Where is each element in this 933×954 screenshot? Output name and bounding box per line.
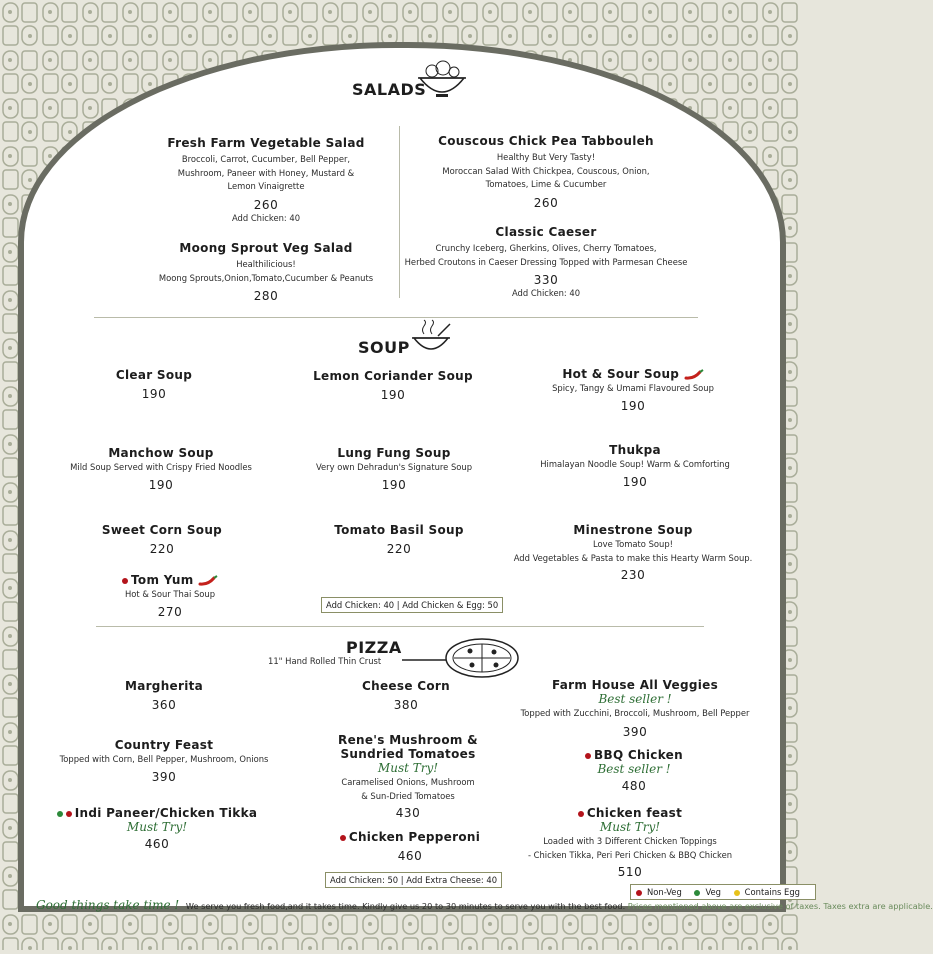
section-divider [96, 626, 704, 627]
item-name: Thukpa [609, 443, 661, 457]
item-desc: Spicy, Tangy & Umami Flavoured Soup [552, 383, 714, 393]
chili-icon [684, 369, 704, 380]
menu-item-bbq-chicken [556, 748, 712, 793]
item-name: Indi Paneer/Chicken Tikka [52, 806, 262, 820]
item-price: 360 [151, 698, 177, 712]
item-name: Chicken Pepperoni [330, 830, 490, 844]
item-name: Fresh Farm Vegetable Salad [167, 136, 365, 150]
item-name: Margherita [124, 679, 204, 693]
item-name: Moong Sprout Veg Salad [179, 241, 353, 255]
item-price: 230 [620, 568, 646, 583]
menu-item-hot-sour-soup [522, 367, 744, 413]
item-name: Minestrone Soup [573, 523, 693, 537]
item-desc: Healthilicious! Moong Sprouts,Onion,Tomato,Cucumber & Peanuts [158, 259, 374, 283]
item-name: Tom Yum [90, 573, 250, 587]
legend-veg: Veg [694, 887, 726, 897]
item-price: 190 [380, 388, 406, 402]
pizza-icon [398, 636, 522, 680]
menu-item-thukpa [530, 443, 740, 489]
menu-item-couscous-tabbouleh [390, 134, 702, 210]
item-desc: Very own Dehradun's Signature Soup [315, 462, 473, 472]
item-desc: Broccoli, Carrot, Cucumber, Bell Pepper, Mushroom, Paneer with Honey, Mustard & Lemon Vinaigrette [177, 154, 355, 192]
nonveg-dot [122, 578, 128, 584]
menu-item-chicken-pepperoni [330, 830, 490, 863]
item-addon: Add Chicken: 40 [231, 212, 301, 223]
item-name: Lung Fung Soup [337, 446, 451, 460]
menu-item-indi-paneer-chicken-tikka [52, 806, 262, 851]
footer-text: We serve you fresh food,and it takes time. Kindly give us 20 to 30 minutes to serve you with the best food. [185, 901, 626, 911]
item-price: 220 [386, 542, 412, 556]
item-addon: Add Chicken: 40 [511, 288, 581, 299]
item-price: 390 [151, 769, 177, 784]
section-title-soup: SOUP [358, 338, 410, 357]
item-name: Couscous Chick Pea Tabbouleh [438, 134, 654, 148]
item-price: 190 [620, 398, 646, 413]
item-desc: Caramelised Onions, Mushroom & Sun-Dried Tomatoes [341, 777, 475, 801]
must-try-tag: Must Try! [377, 761, 439, 775]
menu-item-moong-sprout-salad [96, 241, 436, 303]
menu-item-minestrone-soup [510, 523, 756, 582]
nonveg-dot [578, 811, 584, 817]
item-price: 190 [622, 474, 648, 489]
item-name: Farm House All Veggies [551, 678, 719, 692]
section-title-pizza: PIZZA [346, 638, 402, 657]
item-desc: Crunchy Iceberg, Gherkins, Olives, Cherry Tomatoes, Herbed Croutons in Caeser Dressing Topped with Parmesan Cheese [404, 243, 688, 267]
item-desc: Loaded with 3 Different Chicken Toppings - Chicken Tikka, Peri Peri Chicken & BBQ Chicken [527, 836, 733, 860]
item-desc: Mild Soup Served with Crispy Fried Noodles [70, 462, 252, 472]
menu-item-country-feast [56, 738, 272, 784]
menu-item-lung-fung-soup [294, 446, 494, 492]
item-price: 190 [381, 477, 407, 492]
item-desc: Hot & Sour Thai Soup [124, 589, 216, 599]
legend-nonveg: Non-Veg [636, 887, 687, 897]
section-title-salads: SALADS [352, 80, 427, 99]
bestseller-tag: Best seller ! [598, 692, 672, 706]
footer-tagline: Good things take time ! [36, 898, 180, 912]
item-name: Sweet Corn Soup [101, 523, 223, 537]
pizza-subtitle: 11" Hand Rolled Thin Crust [268, 656, 382, 666]
section-divider [94, 317, 698, 318]
item-price: 510 [617, 865, 643, 880]
item-name: Cheese Corn [362, 679, 450, 693]
item-name: Chicken feast [512, 806, 748, 820]
item-name: Rene's Mushroom & Sundried Tomatoes [338, 733, 478, 761]
nonveg-dot [585, 753, 591, 759]
item-name: Tomato Basil Soup [334, 523, 464, 537]
menu-item-margherita [84, 679, 244, 712]
item-name: Hot & Sour Soup [522, 367, 744, 381]
item-name: Classic Caeser [495, 225, 597, 239]
menu-item-chicken-feast [512, 806, 748, 879]
item-price: 430 [395, 806, 421, 821]
item-desc: Topped with Corn, Bell Pepper, Mushroom, Onions [59, 754, 269, 764]
nonveg-dot [66, 811, 72, 817]
pizza-addons-box: Add Chicken: 50 | Add Extra Cheese: 40 [325, 872, 502, 888]
nonveg-dot [340, 835, 346, 841]
menu-item-renes-mushroom [318, 733, 498, 820]
item-price: 260 [253, 197, 279, 212]
item-desc: Love Tomato Soup! Add Vegetables & Pasta to make this Hearty Warm Soup. [513, 539, 753, 563]
footer-tax-note: Prices mentioned above are exclusive of taxes. Taxes extra are applicable. [627, 901, 933, 911]
menu-item-tomato-basil-soup [304, 523, 494, 556]
must-try-tag: Must Try! [126, 820, 188, 834]
must-try-tag: Must Try! [599, 820, 661, 834]
item-price: 280 [253, 289, 279, 304]
menu-item-manchow-soup [56, 446, 266, 492]
item-desc: Healthy But Very Tasty! Moroccan Salad With Chickpea, Couscous, Onion, Tomatoes, Lime & Cucumber [442, 152, 650, 190]
item-name: BBQ Chicken [556, 748, 712, 762]
veg-dot [57, 811, 63, 817]
item-price: 190 [148, 477, 174, 492]
item-name: Manchow Soup [108, 446, 214, 460]
menu-item-clear-soup [74, 368, 234, 401]
bestseller-tag: Best seller ! [597, 762, 671, 776]
item-price: 330 [533, 273, 559, 288]
item-price: 380 [393, 698, 419, 712]
item-price: 270 [157, 604, 183, 619]
menu-item-sweet-corn-soup [72, 523, 252, 556]
menu-item-classic-caeser [390, 225, 702, 298]
item-price: 460 [144, 837, 170, 851]
item-name: Clear Soup [115, 368, 193, 382]
menu-item-cheese-corn [326, 679, 486, 712]
item-price: 460 [397, 849, 423, 863]
menu-item-tom-yum [90, 573, 250, 619]
item-desc: Topped with Zucchini, Broccoli, Mushroom, Bell Pepper [520, 708, 750, 718]
menu-item-lemon-coriander-soup [290, 369, 496, 402]
chili-icon [198, 575, 218, 586]
legend-egg: Contains Egg [734, 887, 805, 897]
item-price: 190 [141, 387, 167, 401]
menu-item-farm-house-veggies [510, 678, 760, 739]
item-price: 220 [149, 542, 175, 556]
item-name: Country Feast [114, 738, 214, 752]
footer-note [36, 898, 933, 912]
salad-bowl-icon [416, 58, 468, 100]
soup-bowl-icon [410, 320, 452, 356]
item-desc: Himalayan Noodle Soup! Warm & Comforting [540, 459, 730, 469]
item-name: Lemon Coriander Soup [313, 369, 473, 383]
menu-item-fresh-farm-salad [96, 136, 436, 223]
soup-addons-box: Add Chicken: 40 | Add Chicken & Egg: 50 [321, 597, 503, 613]
item-price: 480 [621, 779, 647, 793]
item-price: 260 [533, 195, 559, 210]
item-price: 390 [622, 724, 648, 739]
